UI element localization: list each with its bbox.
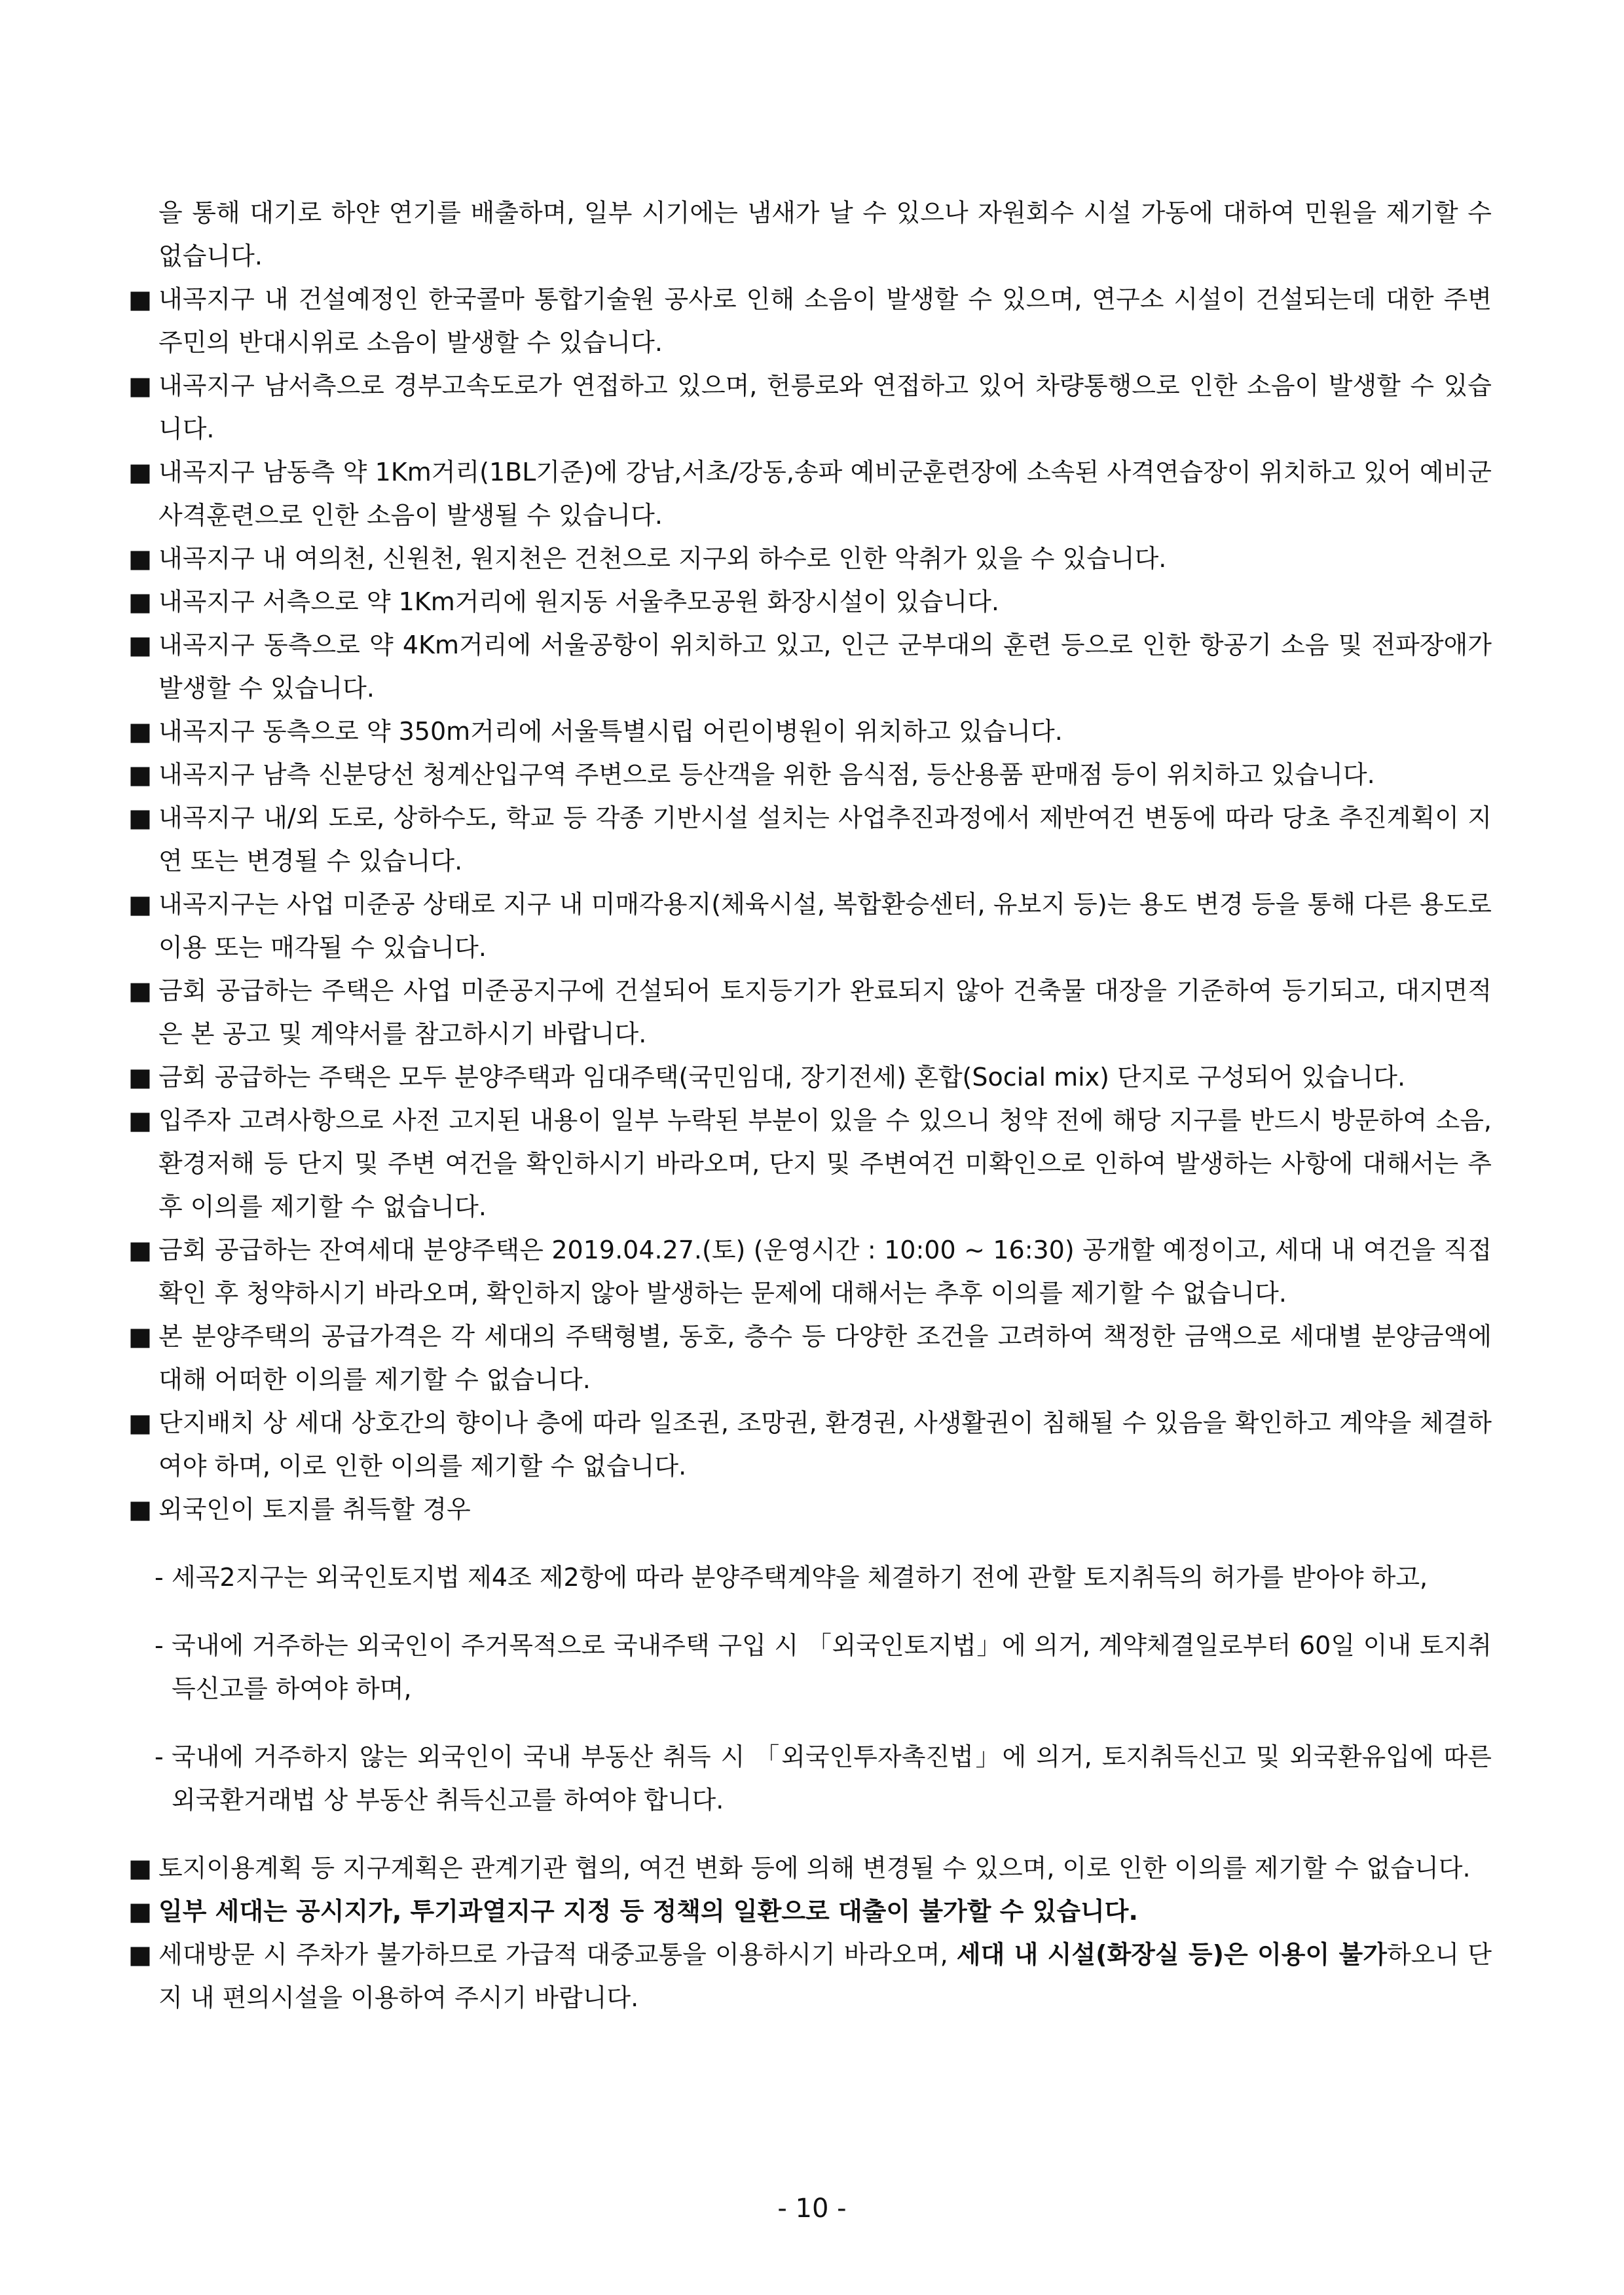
foreigner-section-title	[128, 1488, 1492, 1531]
visit-notice	[128, 1933, 1492, 2019]
list-item	[128, 1056, 1492, 1099]
bullet-icon: ■	[128, 803, 152, 832]
bullet-icon: ■	[128, 890, 152, 919]
list-item	[128, 883, 1492, 969]
list-item-text: 내곡지구 서측으로 약 1Km거리에 원지동 서울추모공원 화장시설이 있습니다.	[158, 587, 999, 616]
list-item-text: 내곡지구 내 여의천, 신원천, 원지천은 건천으로 지구외 하수로 인한 악취가 있을 수 있습니다.	[158, 544, 1167, 573]
list-item-text: 내곡지구 동측으로 약 4Km거리에 서울공항이 위치하고 있고, 인근 군부대의 훈련 등으로 인한 항공기 소음 및 전파장애가 발생할 수 있습니다.	[158, 631, 1492, 703]
bullet-icon: ■	[128, 976, 152, 1005]
list-item-text: 외국인이 토지를 취득할 경우	[158, 1495, 471, 1524]
bullet-icon: ■	[128, 587, 152, 616]
visit-notice-text: 세대방문 시 주차가 불가하므로 가급적 대중교통을 이용하시기 바라오며,	[158, 1940, 957, 1969]
dash-icon: -	[155, 1631, 164, 1660]
list-item-text: 금회 공급하는 주택은 모두 분양주택과 임대주택(국민임대, 장기전세) 혼합(Social mix) 단지로 구성되어 있습니다.	[158, 1063, 1406, 1092]
bullet-icon: ■	[128, 285, 152, 314]
foreigner-sub-item	[128, 1556, 1492, 1599]
list-item	[128, 710, 1492, 753]
list-item-text: 내곡지구 남동측 약 1Km거리(1BL기준)에 강남,서초/강동,송파 예비군훈련장에 소속된 사격연습장이 위치하고 있어 예비군 사격훈련으로 인한 소음이 발생될 수 있습니다.	[158, 458, 1492, 530]
list-item	[128, 1099, 1492, 1228]
bullet-icon: ■	[128, 1940, 152, 1969]
loan-notice-text: 일부 세대는 공시지가, 투기과열지구 지정 등 정책의 일환으로 대출이 불가할 수 있습니다.	[158, 1897, 1138, 1926]
sub-item-text: 국내에 거주하는 외국인이 주거목적으로 국내주택 구입 시 「외국인토지법」에 의거, 계약체결일로부터 60일 이내 토지취득신고를 하여야 하며,	[172, 1631, 1492, 1703]
list-item	[128, 623, 1492, 710]
bullet-icon: ■	[128, 1854, 152, 1882]
list-item	[128, 1846, 1492, 1890]
bullet-icon: ■	[128, 544, 152, 573]
bullet-icon: ■	[128, 1495, 152, 1524]
list-item-text: 내곡지구 내/외 도로, 상하수도, 학교 등 각종 기반시설 설치는 사업추진과정에서 제반여건 변동에 따라 당초 추진계획이 지연 또는 변경될 수 있습니다.	[158, 803, 1492, 875]
list-item	[128, 796, 1492, 883]
visit-notice-tail-text: 하오니 단지 내 편의시설을 이용하여 주시기 바랍니다.	[158, 1940, 1492, 2012]
notice-list	[128, 278, 1492, 2019]
dash-icon: -	[155, 1563, 164, 1592]
bullet-icon: ■	[128, 371, 152, 400]
list-item	[128, 450, 1492, 537]
list-item-text: 내곡지구 내 건설예정인 한국콜마 통합기술원 공사로 인해 소음이 발생할 수 있으며, 연구소 시설이 건설되는데 대한 주변 주민의 반대시위로 소음이 발생할 수 있습니다.	[158, 285, 1492, 357]
list-item	[128, 537, 1492, 580]
loan-notice	[128, 1890, 1492, 1933]
list-item-text: 입주자 고려사항으로 사전 고지된 내용이 일부 누락된 부분이 있을 수 있으니 청약 전에 해당 지구를 반드시 방문하여 소음, 환경저해 등 단지 및 주변 여건을 확인하시기 바라오며, 단지 및 주변여건 미확인으로 인하여 발생하는 사항에 대해서는 추후 이의를 제기할 수 없습니다.	[158, 1106, 1492, 1221]
list-item	[128, 1315, 1492, 1401]
bullet-icon: ■	[128, 1408, 152, 1437]
list-item-text: 내곡지구 남서측으로 경부고속도로가 연접하고 있으며, 헌릉로와 연접하고 있어 차량통행으로 인한 소음이 발생할 수 있습니다.	[158, 371, 1492, 443]
list-item-text: 토지이용계획 등 지구계획은 관계기관 협의, 여건 변화 등에 의해 변경될 수 있으며, 이로 인한 이의를 제기할 수 없습니다.	[158, 1854, 1471, 1882]
bullet-icon: ■	[128, 760, 152, 789]
list-item	[128, 1401, 1492, 1488]
list-item	[128, 364, 1492, 450]
list-item-text: 금회 공급하는 주택은 사업 미준공지구에 건설되어 토지등기가 완료되지 않아 건축물 대장을 기준하여 등기되고, 대지면적은 본 공고 및 계약서를 참고하시기 바랍니다.	[158, 976, 1492, 1048]
list-item-text: 내곡지구 동측으로 약 350m거리에 서울특별시립 어린이병원이 위치하고 있습니다.	[158, 717, 1063, 746]
bullet-icon: ■	[128, 1063, 152, 1092]
bullet-icon: ■	[128, 1322, 152, 1351]
foreigner-sub-item	[128, 1735, 1492, 1822]
list-item	[128, 580, 1492, 623]
visit-notice-bold-text: 세대 내 시설(화장실 등)은 이용이 불가	[956, 1940, 1387, 1969]
list-item	[128, 278, 1492, 364]
bullet-icon: ■	[128, 1106, 152, 1135]
bullet-icon: ■	[128, 1897, 152, 1926]
intro-paragraph: 을 통해 대기로 하얀 연기를 배출하며, 일부 시기에는 냄새가 날 수 있으나 자원회수 시설 가동에 대하여 민원을 제기할 수 없습니다.	[158, 198, 1492, 270]
list-item-text: 내곡지구는 사업 미준공 상태로 지구 내 미매각용지(체육시설, 복합환승센터, 유보지 등)는 용도 변경 등을 통해 다른 용도로 이용 또는 매각될 수 있습니다.	[158, 890, 1492, 962]
bullet-icon: ■	[128, 717, 152, 746]
list-item	[128, 753, 1492, 796]
page-number: - 10 -	[777, 2194, 847, 2224]
list-item-text: 단지배치 상 세대 상호간의 향이나 층에 따라 일조권, 조망권, 환경권, 사생활권이 침해될 수 있음을 확인하고 계약을 체결하여야 하며, 이로 인한 이의를 제기할 수 없습니다.	[158, 1408, 1492, 1480]
bullet-icon: ■	[128, 458, 152, 487]
foreigner-sub-item	[128, 1624, 1492, 1710]
list-item	[128, 969, 1492, 1056]
list-item-text: 내곡지구 남측 신분당선 청계산입구역 주변으로 등산객을 위한 음식점, 등산용품 판매점 등이 위치하고 있습니다.	[158, 760, 1375, 789]
list-item-text: 본 분양주택의 공급가격은 각 세대의 주택형별, 동호, 층수 등 다양한 조건을 고려하여 책정한 금액으로 세대별 분양금액에 대해 어떠한 이의를 제기할 수 없습니다.	[158, 1322, 1492, 1394]
dash-icon: -	[155, 1742, 164, 1771]
bullet-icon: ■	[128, 1236, 152, 1264]
document-body	[128, 191, 1492, 2019]
bullet-icon: ■	[128, 631, 152, 659]
sub-item-text: 세곡2지구는 외국인토지법 제4조 제2항에 따라 분양주택계약을 체결하기 전에 관할 토지취득의 허가를 받아야 하고,	[172, 1563, 1428, 1592]
sub-item-text: 국내에 거주하지 않는 외국인이 국내 부동산 취득 시 「외국인투자촉진법」에 의거, 토지취득신고 및 외국환유입에 따른 외국환거래법 상 부동산 취득신고를 하여야 합니다.	[172, 1742, 1492, 1814]
list-item	[128, 1228, 1492, 1315]
list-item-text: 금회 공급하는 잔여세대 분양주택은 2019.04.27.(토) (운영시간 : 10:00 ~ 16:30) 공개할 예정이고, 세대 내 여건을 직접 확인 후 청약하시기 바라오며, 확인하지 않아 발생하는 문제에 대해서는 추후 이의를 제기할 수 없습니다.	[158, 1236, 1492, 1308]
